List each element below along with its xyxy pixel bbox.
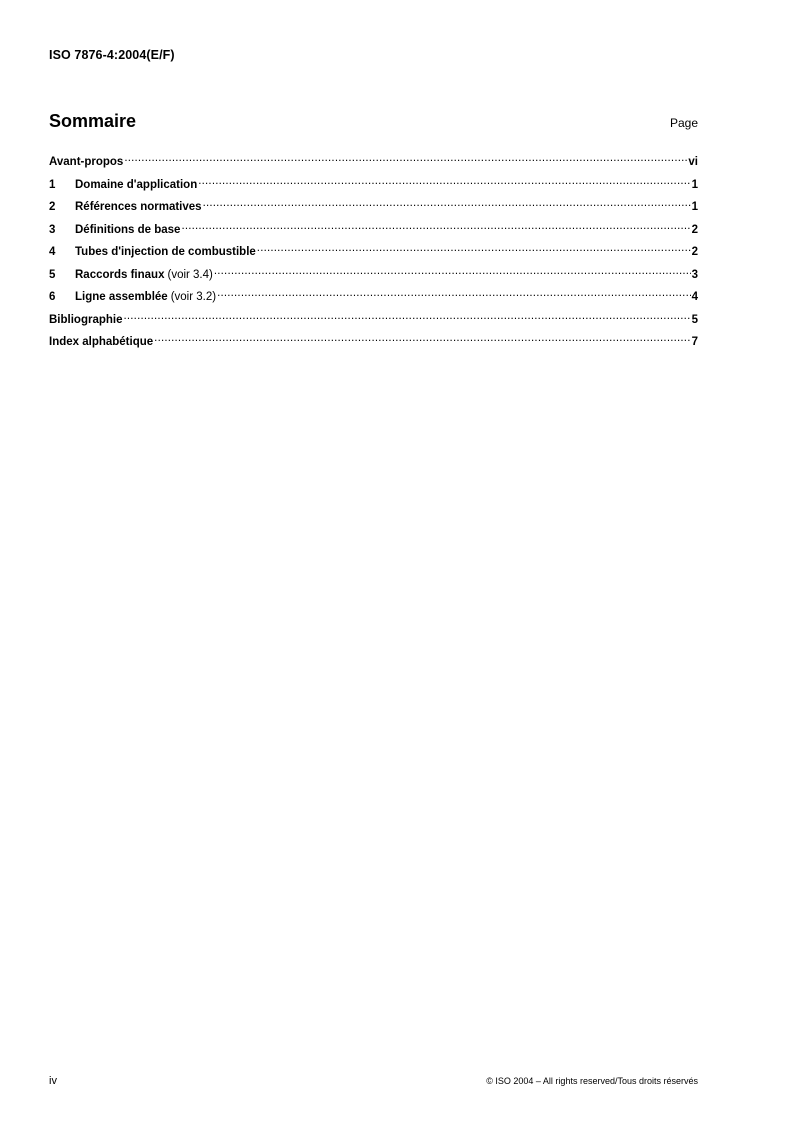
toc-heading-row — [49, 111, 698, 132]
footer-copyright: © ISO 2004 – All rights reserved/Tous droits réservés — [486, 1076, 698, 1086]
toc-entry-number: 2 — [49, 201, 56, 213]
toc-entry-fuel-injection-pipes[interactable] — [49, 241, 698, 264]
toc-entry-page: 5 — [691, 313, 698, 326]
toc-entry-note: (voir 3.2) — [170, 291, 217, 303]
toc-dot-leader — [181, 219, 690, 233]
toc-entry-alphabetical-index[interactable] — [49, 331, 698, 354]
toc-entry-page: 1 — [691, 201, 698, 213]
toc-entry-scope[interactable] — [49, 174, 698, 197]
toc-entry-title: Tubes d'injection de combustible — [75, 246, 256, 258]
toc-dot-leader — [257, 241, 691, 255]
toc-title: Sommaire — [49, 111, 137, 131]
toc-entry-page: 2 — [691, 246, 698, 258]
toc-dot-leader — [203, 196, 691, 210]
toc-entry-number: 5 — [49, 268, 56, 281]
toc-dot-leader — [154, 331, 690, 345]
toc-entry-pipe-assembly[interactable] — [49, 286, 698, 309]
toc-entry-number: 6 — [49, 291, 56, 303]
toc-page-label: Page — [669, 116, 698, 130]
toc-entry-title: Avant-propos — [49, 156, 124, 168]
toc-entry-title: Ligne assemblée — [75, 291, 168, 303]
toc-dot-leader — [124, 151, 687, 165]
toc-entry-title: Raccords finaux — [75, 268, 165, 281]
toc-entry-title: Références normatives — [75, 201, 202, 213]
toc-entry-normative-references[interactable] — [49, 196, 698, 219]
toc-entry-page: 3 — [691, 268, 698, 281]
toc-dot-leader — [198, 174, 690, 188]
toc-entry-title: Domaine d'application — [75, 178, 198, 191]
toc-list — [49, 151, 698, 354]
toc-entry-page: 4 — [691, 291, 698, 303]
toc-entry-title: Définitions de base — [75, 223, 181, 236]
toc-entry-bibliography[interactable] — [49, 309, 698, 332]
toc-entry-page: 1 — [691, 178, 698, 191]
toc-entry-number: 3 — [49, 223, 56, 236]
toc-entry-title: Index alphabétique — [49, 336, 154, 348]
toc-entry-basic-definitions[interactable] — [49, 219, 698, 242]
toc-entry-number: 4 — [49, 246, 56, 258]
toc-entry-page: vi — [688, 156, 698, 168]
toc-entry-page: 7 — [691, 336, 698, 348]
toc-dot-leader — [214, 264, 691, 278]
toc-entry-page: 2 — [691, 223, 698, 236]
toc-entry-title: Bibliographie — [49, 313, 123, 326]
toc-entry-number: 1 — [49, 178, 56, 191]
toc-dot-leader — [123, 309, 690, 323]
toc-entry-foreword[interactable] — [49, 151, 698, 174]
toc-entry-end-fittings[interactable] — [49, 264, 698, 287]
document-id: ISO 7876-4:2004(E/F) — [49, 48, 175, 62]
toc-entry-note: (voir 3.4) — [167, 268, 213, 281]
toc-dot-leader — [217, 286, 691, 300]
footer-page-number: iv — [49, 1075, 57, 1087]
